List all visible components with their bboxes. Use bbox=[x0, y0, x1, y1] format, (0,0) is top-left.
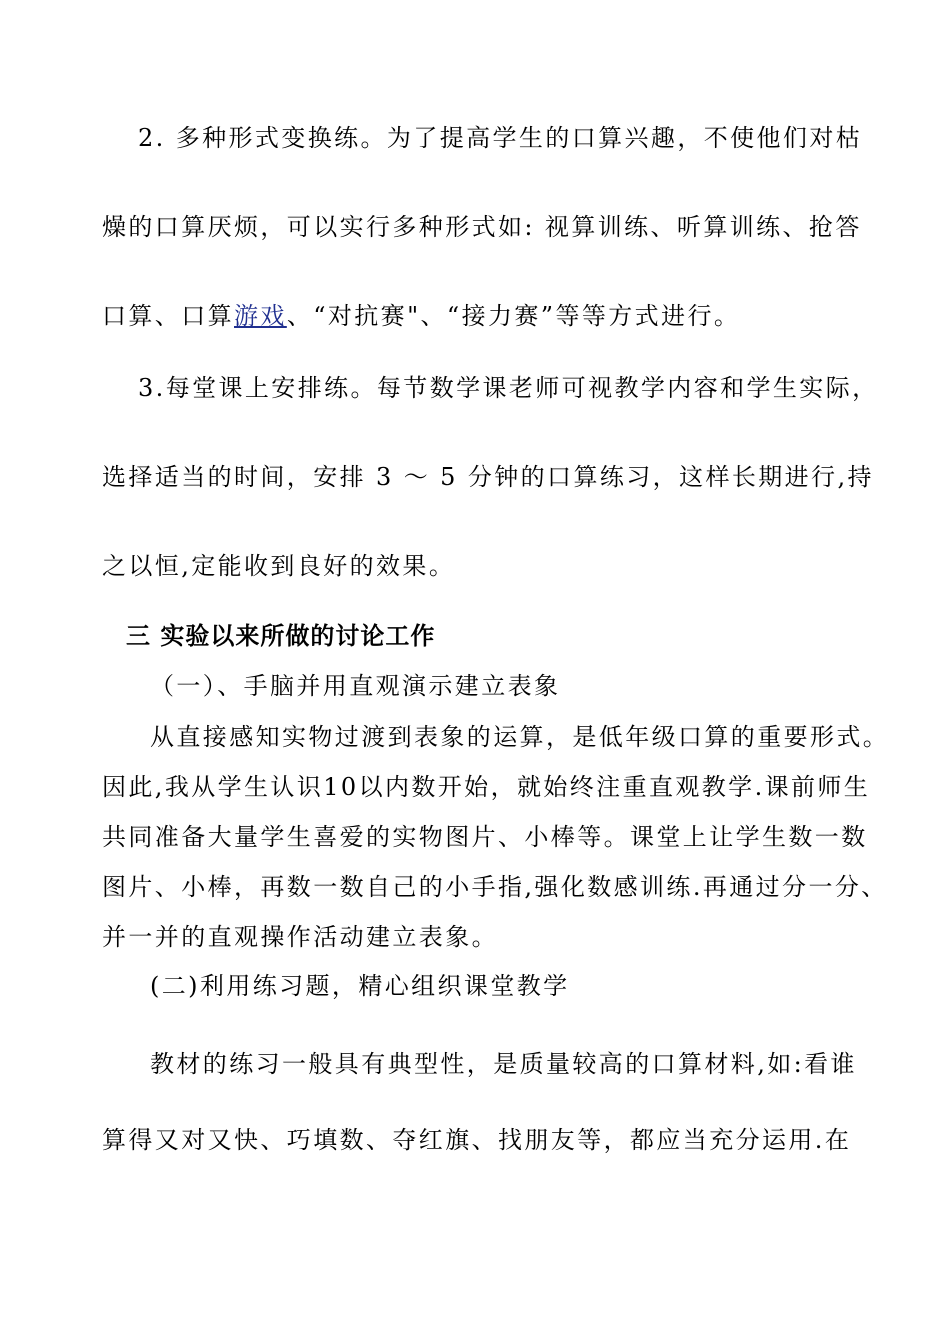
subsection-heading-2: (二)利用练习题，精心组织课堂教学 bbox=[150, 972, 570, 1000]
subsection-heading-1: （一）、手脑并用直观演示建立表象 bbox=[150, 672, 561, 700]
text-line-12: 教材的练习一般具有典型性，是质量较高的口算材料,如:看谁 bbox=[150, 1050, 857, 1078]
text-line-7: 从直接感知实物过渡到表象的运算，是低年级口算的重要形式。 bbox=[150, 723, 890, 751]
text-line-3 bbox=[102, 300, 740, 332]
text-line-6: 之以恒,定能收到良好的效果。 bbox=[102, 552, 456, 580]
text-line-1: 2. 多种形式变换练。为了提高学生的口算兴趣，不使他们对枯 bbox=[138, 124, 863, 152]
section-heading: 三 实验以来所做的讨论工作 bbox=[126, 622, 436, 650]
text-line-5: 选择适当的时间，安排 3 ～ 5 分钟的口算练习，这样长期进行,持 bbox=[102, 463, 874, 491]
text-line-4: 3.每堂课上安排练。每节数学课老师可视教学内容和学生实际， bbox=[138, 374, 879, 402]
text-line-2: 燥的口算厌烦，可以实行多种形式如: 视算训练、听算训练、抢答 bbox=[102, 213, 862, 241]
text-line-3-start: 口算、口算 bbox=[102, 302, 234, 330]
text-line-10: 图片、小棒，再数一数自己的小手指,强化数感训练.再通过分一分、 bbox=[102, 873, 888, 901]
text-line-8: 因此,我从学生认识10以内数开始，就始终注重直观教学.课前师生 bbox=[102, 773, 871, 801]
text-line-9: 共同准备大量学生喜爱的实物图片、小棒等。课堂上让学生数一数 bbox=[102, 823, 868, 851]
text-line-3-end: 、“对抗赛"、“接力赛”等等方式进行。 bbox=[286, 302, 741, 330]
text-line-11: 并一并的直观操作活动建立表象。 bbox=[102, 923, 498, 951]
text-line-13: 算得又对又快、巧填数、夺红旗、找朋友等，都应当充分运用.在 bbox=[102, 1126, 852, 1154]
games-link[interactable]: 游戏 bbox=[234, 302, 287, 330]
